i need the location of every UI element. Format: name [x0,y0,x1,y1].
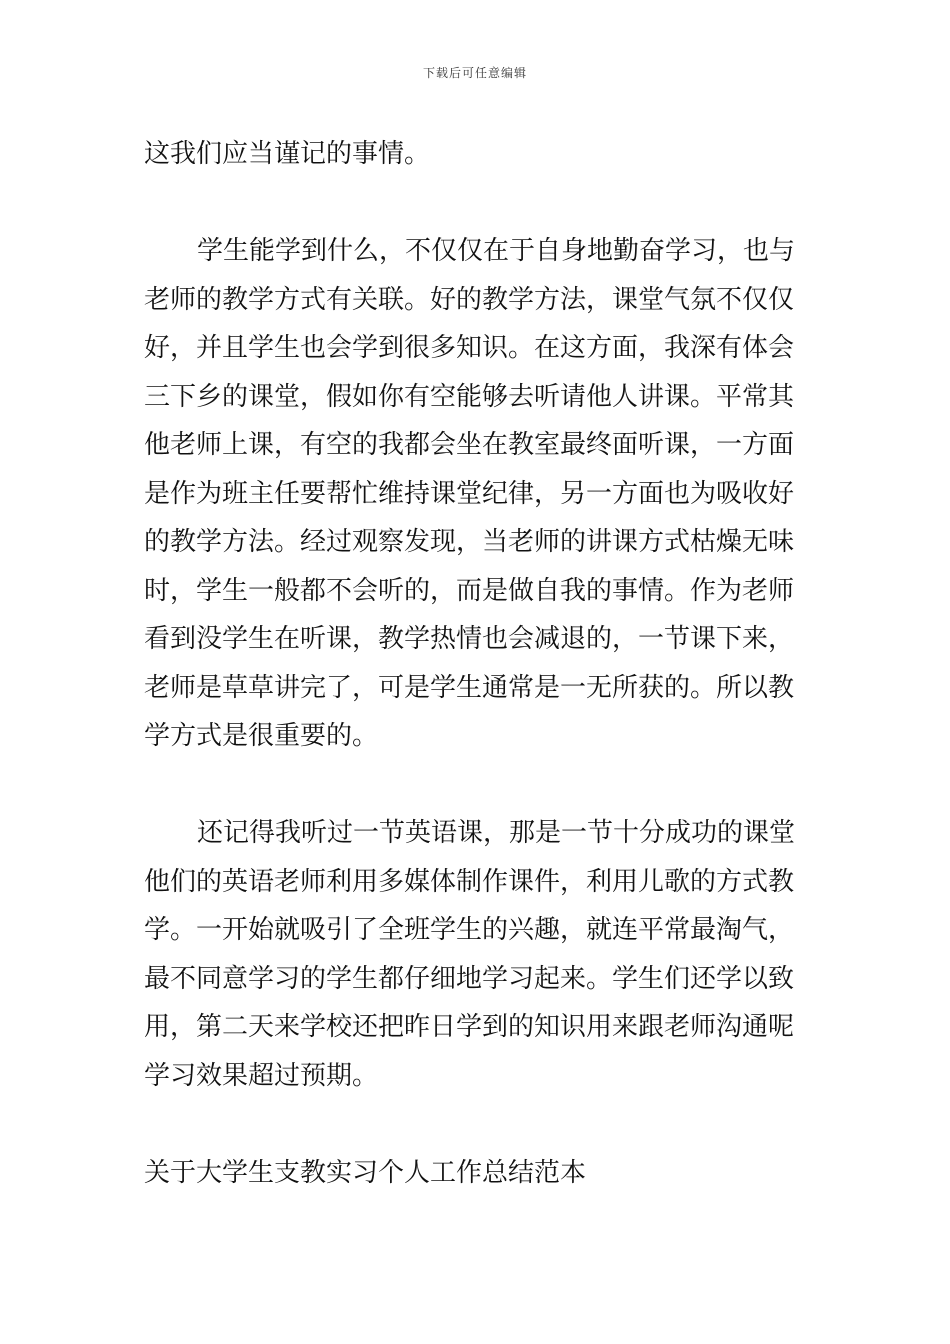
section-title: 关于大学生支教实习个人工作总结范本 [144,1157,587,1188]
paragraph-line: 好，并且学生也会学到很多知识。在这方面，我深有体会 [144,333,795,363]
paragraph-line: 学习效果超过预期。 [144,1060,379,1091]
paragraph-line: 这我们应当谨记的事情。 [144,139,431,169]
paragraph-0 [144,130,806,179]
paragraph-line: 时，学生一般都不会听的，而是做自我的事情。作为老师 [144,575,795,606]
paragraph-line: 学方式是很重要的。 [144,721,379,751]
paragraph-spacer [144,1100,806,1149]
paragraph-line: 的教学方法。经过观察发现，当老师的讲课方式枯燥无味 [144,527,795,557]
document-body [144,130,806,1197]
paragraph-line: 学生能学到什么，不仅仅在于自身地勤奋学习，也与 [197,236,796,266]
paragraph-line: 他老师上课，有空的我都会坐在教室最终面听课，一方面 [144,430,795,460]
paragraph-line: 老师的教学方式有关联。好的教学方法，课堂气氛不仅仅 [144,284,795,315]
paragraph-line: 老师是草草讲完了，可是学生通常是一无所获的。所以教 [144,672,795,703]
paragraph-line: 还记得我听过一节英语课，那是一节十分成功的课堂 [197,818,796,848]
paragraph-1 [144,227,806,761]
paragraph-spacer [144,761,806,810]
paragraph-line: 三下乡的课堂，假如你有空能够去听请他人讲课。平常其 [144,381,795,412]
paragraph-line: 学。一开始就吸引了全班学生的兴趣，就连平常最淘气， [144,915,795,945]
paragraph-line: 看到没学生在听课，教学热情也会减退的，一节课下来， [144,624,795,654]
paragraph-line: 用，第二天来学校还把昨日学到的知识用来跟老师沟通呢 [144,1012,795,1042]
paragraph-spacer [144,179,806,228]
paragraph-line: 是作为班主任要帮忙维持课堂纪律，另一方面也为吸收好 [144,478,795,509]
paragraph-2 [144,809,806,1100]
paragraph-line: 最不同意学习的学生都仔细地学习起来。学生们还学以致 [144,963,795,994]
paragraph-line: 他们的英语老师利用多媒体制作课件，利用儿歌的方式教 [144,866,795,897]
page-header: 下载后可任意编辑 [422,66,527,80]
